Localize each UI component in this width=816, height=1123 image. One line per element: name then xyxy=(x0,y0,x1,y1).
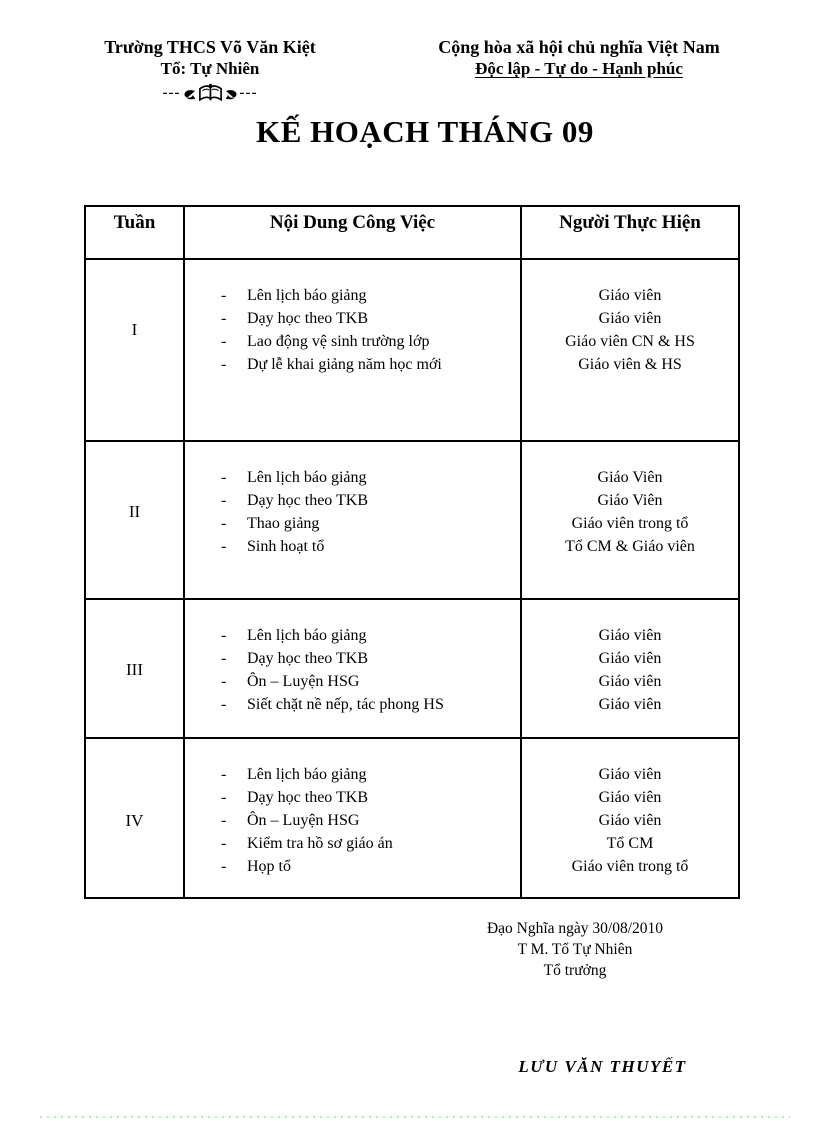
assignee-item: Giáo Viên xyxy=(597,492,663,509)
task-item xyxy=(221,512,516,535)
signoff-role: Tổ trưởng xyxy=(543,962,607,979)
col-header-assignee: Người Thực Hiện xyxy=(521,206,739,259)
week-label: IV xyxy=(125,810,144,830)
week-label: I xyxy=(131,320,138,339)
bullet-dash: - xyxy=(221,333,227,350)
task-item xyxy=(221,647,516,670)
floral-swash-left-icon xyxy=(182,87,196,100)
bullet-dash: - xyxy=(221,650,227,667)
task-text: Dạy học theo TKB xyxy=(247,789,369,806)
open-book-icon xyxy=(197,83,224,103)
task-item xyxy=(221,763,516,786)
ornament-dashes-right: --- xyxy=(239,84,258,101)
assignee-item: Giáo viên xyxy=(598,627,662,644)
assignee-item: Giáo viên xyxy=(598,789,662,806)
bullet-dash: - xyxy=(221,812,227,829)
task-text: Dạy học theo TKB xyxy=(247,310,369,327)
table-header-row xyxy=(85,206,739,259)
ornament-dashes-left: --- xyxy=(162,84,181,101)
assignee-item: Giáo viên trong tổ xyxy=(571,515,689,532)
assignee-item: Tổ CM & Giáo viên xyxy=(565,538,695,555)
task-text: Sinh hoạt tổ xyxy=(247,538,325,555)
task-item xyxy=(221,489,516,512)
header-national-block xyxy=(405,36,753,80)
table-row-week-1 xyxy=(85,259,739,441)
page-title: KẾ HOẠCH THÁNG 09 xyxy=(256,114,594,149)
assignee-item: Giáo viên xyxy=(598,650,662,667)
bullet-dash: - xyxy=(221,789,227,806)
task-text: Kiểm tra hồ sơ giáo án xyxy=(247,835,393,852)
week-label: III xyxy=(126,660,143,679)
national-motto: Độc lập - Tự do - Hạnh phúc xyxy=(475,59,683,78)
task-text: Ôn – Luyện HSG xyxy=(247,673,360,690)
bottom-dotted-rule xyxy=(40,1116,790,1118)
bullet-dash: - xyxy=(221,835,227,852)
signoff-on-behalf: T M. Tổ Tự Nhiên xyxy=(517,941,633,958)
assignee-item: Tổ CM xyxy=(606,835,654,852)
col-header-week: Tuần xyxy=(85,206,184,259)
header-school-block xyxy=(55,36,365,103)
task-item xyxy=(221,284,516,307)
task-text: Dự lễ khai giảng năm học mới xyxy=(247,356,442,373)
bullet-dash: - xyxy=(221,356,227,373)
bullet-dash: - xyxy=(221,673,227,690)
bullet-dash: - xyxy=(221,492,227,509)
task-item xyxy=(221,786,516,809)
task-text: Họp tổ xyxy=(247,858,291,875)
task-item xyxy=(221,809,516,832)
bullet-dash: - xyxy=(221,310,227,327)
assignee-item: Giáo Viên xyxy=(597,469,663,486)
bullet-dash: - xyxy=(221,766,227,783)
task-item xyxy=(221,307,516,330)
task-text: Lên lịch báo giảng xyxy=(247,287,367,304)
plan-table xyxy=(84,205,740,899)
assignee-item: Giáo viên xyxy=(598,287,662,304)
bullet-dash: - xyxy=(221,515,227,532)
bullet-dash: - xyxy=(221,627,227,644)
assignee-item: Giáo viên trong tổ xyxy=(571,858,689,875)
bullet-dash: - xyxy=(221,287,227,304)
signoff-block xyxy=(400,918,750,981)
assignee-item: Giáo viên CN & HS xyxy=(565,333,695,350)
assignee-item: Giáo viên xyxy=(598,812,662,829)
task-text: Ôn – Luyện HSG xyxy=(247,812,360,829)
assignee-item: Giáo viên xyxy=(598,696,662,713)
task-text: Lên lịch báo giảng xyxy=(247,766,367,783)
assignee-item: Giáo viên xyxy=(598,673,662,690)
task-item xyxy=(221,353,516,376)
bullet-dash: - xyxy=(221,858,227,875)
task-item xyxy=(221,855,516,878)
bullet-dash: - xyxy=(221,538,227,555)
floral-swash-right-icon xyxy=(225,87,239,100)
school-name: Trường THCS Võ Văn Kiệt xyxy=(104,37,316,57)
task-item xyxy=(221,693,516,716)
table-row-week-4 xyxy=(85,738,739,898)
task-text: Thao giảng xyxy=(247,515,320,532)
country-title: Cộng hòa xã hội chủ nghĩa Việt Nam xyxy=(438,37,720,57)
col-header-content: Nội Dung Công Việc xyxy=(184,206,521,259)
task-text: Dạy học theo TKB xyxy=(247,650,369,667)
signature-name: LƯU VĂN THUYẾT xyxy=(518,1057,687,1076)
assignee-item: Giáo viên xyxy=(598,766,662,783)
task-text: Lên lịch báo giảng xyxy=(247,627,367,644)
task-item xyxy=(221,832,516,855)
assignee-item: Giáo viên xyxy=(598,310,662,327)
task-text: Lao động vệ sinh trường lớp xyxy=(247,333,430,350)
department-name: Tổ: Tự Nhiên xyxy=(160,59,260,78)
assignee-item: Giáo viên & HS xyxy=(578,356,682,373)
task-item xyxy=(221,624,516,647)
task-text: Siết chặt nề nếp, tác phong HS xyxy=(247,696,444,713)
task-item xyxy=(221,466,516,489)
bullet-dash: - xyxy=(221,469,227,486)
bullet-dash: - xyxy=(221,696,227,713)
task-item xyxy=(221,330,516,353)
signoff-place-date: Đạo Nghĩa ngày 30/08/2010 xyxy=(486,920,664,937)
task-item xyxy=(221,670,516,693)
ornament-divider xyxy=(55,83,365,103)
task-text: Lên lịch báo giảng xyxy=(247,469,367,486)
table-row-week-2 xyxy=(85,441,739,599)
week-label: II xyxy=(128,502,141,521)
task-item xyxy=(221,535,516,558)
task-text: Dạy học theo TKB xyxy=(247,492,369,509)
table-row-week-3 xyxy=(85,599,739,738)
